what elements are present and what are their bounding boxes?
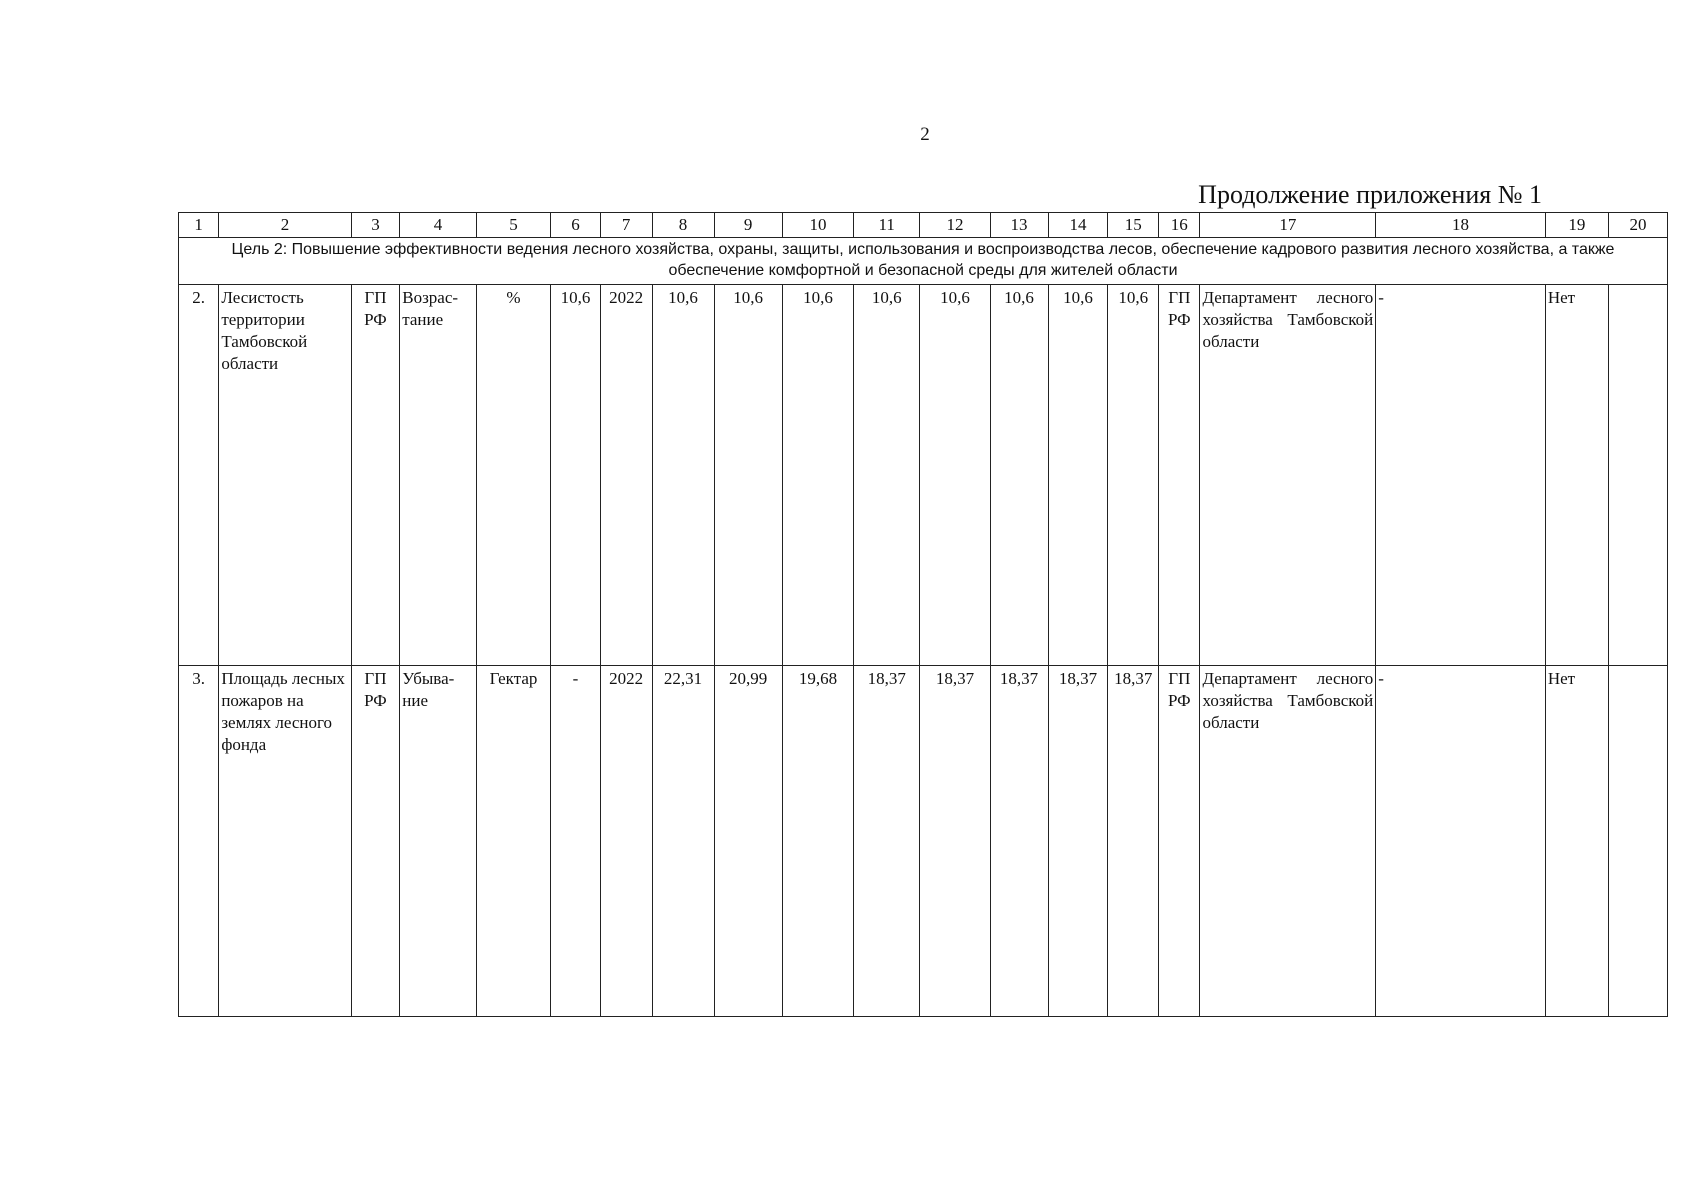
value-cell: 10,6 — [854, 284, 920, 665]
value-cell: 19,68 — [782, 665, 853, 1016]
column-number: 13 — [990, 213, 1048, 238]
goal-row — [179, 238, 1668, 285]
column-20-cell — [1608, 665, 1667, 1016]
value-cell: 10,6 — [652, 284, 714, 665]
column-number: 17 — [1200, 213, 1376, 238]
column-number: 4 — [400, 213, 477, 238]
value-cell: 10,6 — [920, 284, 990, 665]
goal-text: Цель 2: Повышение эффективности ведения лесного хозяйства, охраны, защиты, использования и воспроизводства лесов, обеспечение кадрового развития лесного хозяйства, а также обеспечение комфортной и безопасной среды для жителей области — [179, 238, 1668, 285]
value-cell: 18,37 — [920, 665, 990, 1016]
linked-indicator-cell: - — [1376, 284, 1546, 665]
column-number: 3 — [351, 213, 400, 238]
indicators-table — [178, 212, 1668, 1017]
column-number: 15 — [1108, 213, 1159, 238]
column-number: 1 — [179, 213, 219, 238]
column-number: 11 — [854, 213, 920, 238]
linked-indicator-cell: - — [1376, 665, 1546, 1016]
column-number: 10 — [782, 213, 853, 238]
column-number: 18 — [1376, 213, 1546, 238]
indicator-trend: Убыва-ние — [400, 665, 477, 1016]
column-number-row — [179, 213, 1668, 238]
document-cell: ГП РФ — [1159, 665, 1200, 1016]
column-number: 2 — [219, 213, 351, 238]
information-system-cell: Нет — [1545, 284, 1608, 665]
column-number: 7 — [600, 213, 652, 238]
row-number: 3. — [179, 665, 219, 1016]
column-number: 12 — [920, 213, 990, 238]
column-number: 5 — [476, 213, 550, 238]
column-number: 19 — [1545, 213, 1608, 238]
responsible-cell: Департамент лесного хозяйства Тамбовской области — [1200, 284, 1376, 665]
indicator-trend: Возрас-тание — [400, 284, 477, 665]
column-number: 20 — [1608, 213, 1667, 238]
indicator-level: ГП РФ — [351, 665, 400, 1016]
base-value: - — [551, 665, 601, 1016]
document-cell: ГП РФ — [1159, 284, 1200, 665]
column-number: 16 — [1159, 213, 1200, 238]
base-year: 2022 — [600, 665, 652, 1016]
value-cell: 18,37 — [1108, 665, 1159, 1016]
column-20-cell — [1608, 284, 1667, 665]
value-cell: 10,6 — [782, 284, 853, 665]
continuation-title: Продолжение приложения № 1 — [1198, 180, 1542, 209]
value-cell: 18,37 — [854, 665, 920, 1016]
responsible-cell: Департамент лесного хозяйства Тамбовской области — [1200, 665, 1376, 1016]
indicator-name: Лесистость территории Тамбовской области — [219, 284, 351, 665]
value-cell: 10,6 — [1108, 284, 1159, 665]
indicator-name: Площадь лесных пожаров на землях лесного фонда — [219, 665, 351, 1016]
value-cell: 10,6 — [990, 284, 1048, 665]
information-system-cell: Нет — [1545, 665, 1608, 1016]
value-cell: 18,37 — [1048, 665, 1108, 1016]
table-row — [179, 284, 1668, 665]
page-number: 2 — [920, 124, 930, 145]
value-cell: 10,6 — [714, 284, 782, 665]
unit: Гектар — [476, 665, 550, 1016]
table-row — [179, 665, 1668, 1016]
value-cell: 18,37 — [990, 665, 1048, 1016]
column-number: 6 — [551, 213, 601, 238]
indicator-level: ГП РФ — [351, 284, 400, 665]
row-number: 2. — [179, 284, 219, 665]
value-cell: 10,6 — [1048, 284, 1108, 665]
value-cell: 20,99 — [714, 665, 782, 1016]
column-number: 9 — [714, 213, 782, 238]
value-cell: 22,31 — [652, 665, 714, 1016]
column-number: 14 — [1048, 213, 1108, 238]
base-year: 2022 — [600, 284, 652, 665]
column-number: 8 — [652, 213, 714, 238]
base-value: 10,6 — [551, 284, 601, 665]
unit: % — [476, 284, 550, 665]
